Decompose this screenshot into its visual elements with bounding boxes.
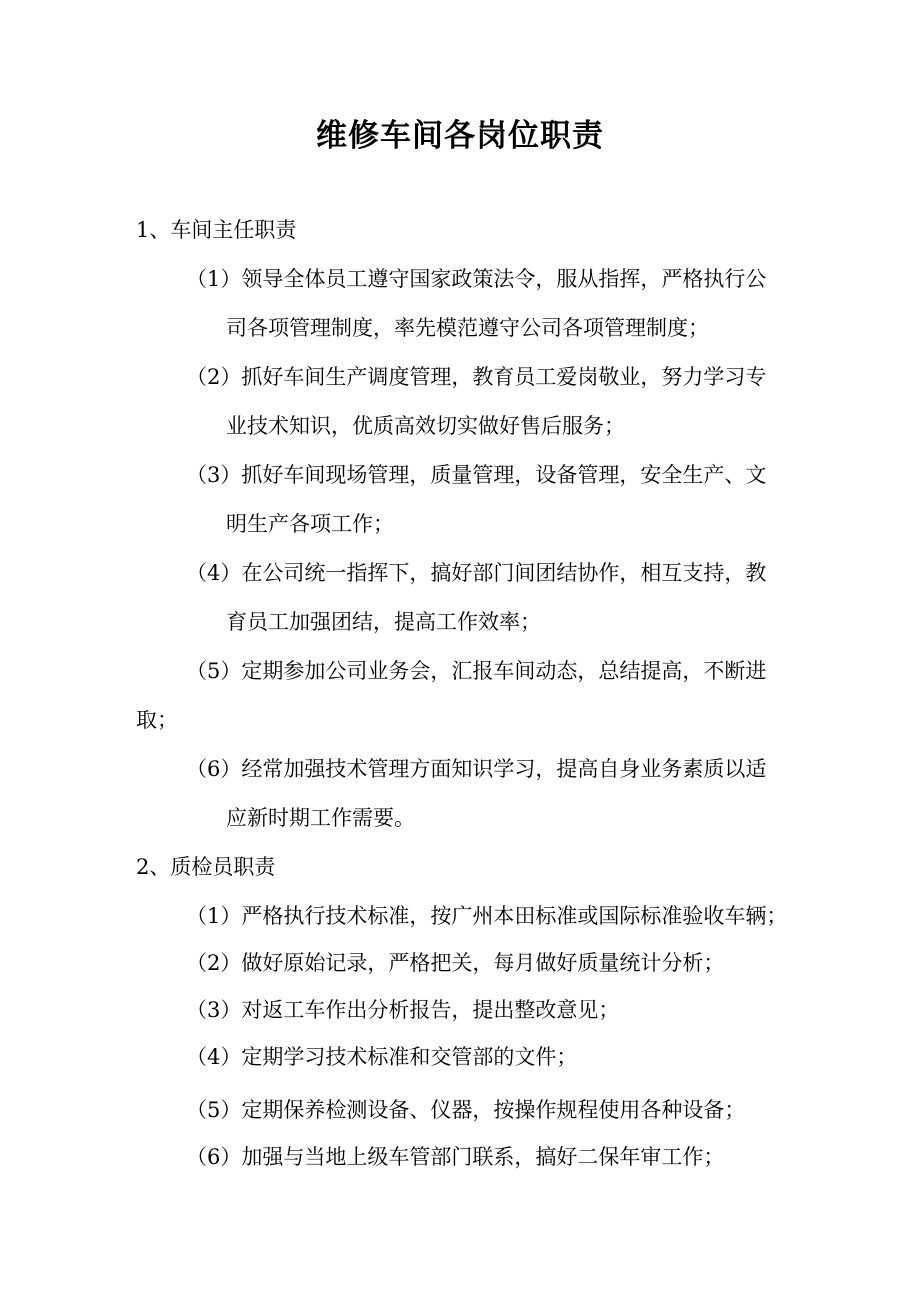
- inspector-item-1: （1）严格执行技术标准，按广州本田标准或国际标准验收车辆；: [186, 904, 788, 928]
- section-heading-supervisor: 1、车间主任职责: [136, 218, 297, 242]
- inspector-item-2: （2）做好原始记录，严格把关，每月做好质量统计分析；: [186, 951, 725, 975]
- inspector-item-6: （6）加强与当地上级车管部门联系，搞好二保年审工作；: [186, 1145, 725, 1169]
- supervisor-item-3: （3）抓好车间现场管理，质量管理，设备管理，安全生产、文: [186, 463, 767, 487]
- section-heading-inspector: 2、质检员职责: [136, 855, 276, 879]
- supervisor-item-3-continued: 明生产各项工作；: [226, 512, 394, 536]
- supervisor-item-4-continued: 育员工加强团结，提高工作效率；: [226, 610, 541, 634]
- inspector-item-5: （5）定期保养检测设备、仪器，按操作规程使用各种设备；: [186, 1098, 746, 1122]
- supervisor-item-5: （5）定期参加公司业务会，汇报车间动态，总结提高，不断进: [186, 659, 767, 683]
- document-title: 维修车间各岗位职责: [316, 118, 604, 154]
- supervisor-item-6-continued: 应新时期工作需要。: [226, 806, 415, 830]
- supervisor-item-5-continued: 取；: [136, 708, 178, 732]
- supervisor-item-6: （6）经常加强技术管理方面知识学习，提高自身业务素质以适: [186, 757, 767, 781]
- supervisor-item-4: （4）在公司统一指挥下，搞好部门间团结协作，相互支持，教: [186, 561, 767, 585]
- supervisor-item-1-continued: 司各项管理制度，率先模范遵守公司各项管理制度；: [226, 316, 709, 340]
- supervisor-item-2-continued: 业技术知识，优质高效切实做好售后服务；: [226, 414, 625, 438]
- supervisor-item-2: （2）抓好车间生产调度管理，教育员工爱岗敬业，努力学习专: [186, 365, 767, 389]
- supervisor-item-1: （1）领导全体员工遵守国家政策法令，服从指挥，严格执行公: [186, 267, 767, 291]
- inspector-item-4: （4）定期学习技术标准和交管部的文件；: [186, 1045, 578, 1069]
- inspector-item-3: （3）对返工车作出分析报告，提出整改意见；: [186, 998, 620, 1022]
